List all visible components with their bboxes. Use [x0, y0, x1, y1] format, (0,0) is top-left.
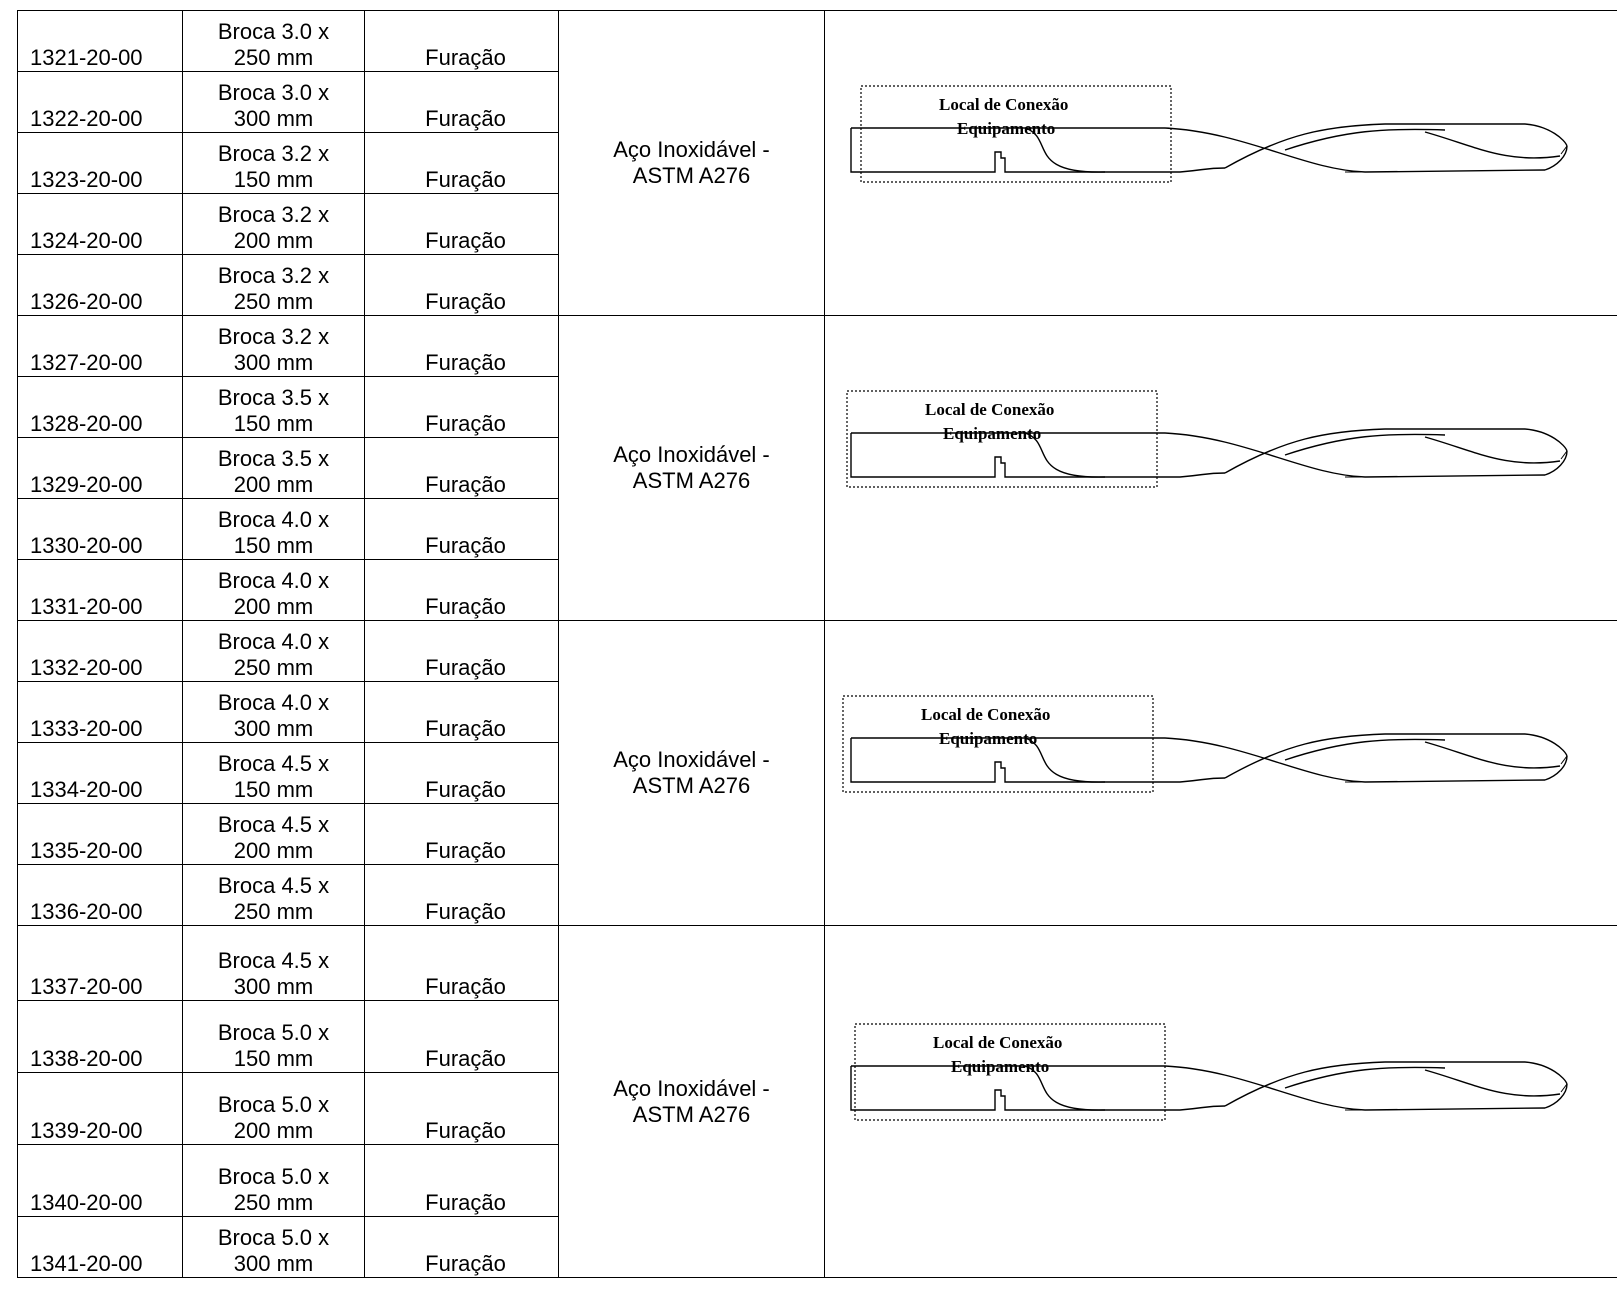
part-code-cell: 1334-20-00 [18, 743, 183, 804]
description-cell: Broca 3.5 x 150 mm [183, 377, 365, 438]
process-cell: Furação [365, 255, 559, 316]
drill-bit-drawing [825, 621, 1615, 924]
process-cell: Furação [365, 1217, 559, 1278]
description-cell: Broca 3.2 x 300 mm [183, 316, 365, 377]
description-cell: Broca 5.0 x 250 mm [183, 1145, 365, 1217]
equipment-label: Equipamento [943, 424, 1042, 443]
connection-label: Local de Conexão [925, 400, 1055, 419]
description-cell: Broca 4.0 x 150 mm [183, 499, 365, 560]
process-cell: Furação [365, 316, 559, 377]
table-body [18, 11, 1617, 1278]
process-cell: Furação [365, 865, 559, 926]
process-cell: Furação [365, 1001, 559, 1073]
connection-label: Local de Conexão [933, 1033, 1063, 1052]
part-code-cell: 1338-20-00 [18, 1001, 183, 1073]
part-code-cell: 1336-20-00 [18, 865, 183, 926]
table-row [18, 621, 1617, 682]
description-cell: Broca 3.5 x 200 mm [183, 438, 365, 499]
process-cell: Furação [365, 1145, 559, 1217]
description-cell: Broca 3.0 x 250 mm [183, 11, 365, 72]
material-cell: Aço Inoxidável - ASTM A276 [559, 621, 825, 926]
description-cell: Broca 4.0 x 250 mm [183, 621, 365, 682]
description-cell: Broca 3.2 x 150 mm [183, 133, 365, 194]
process-cell: Furação [365, 621, 559, 682]
equipment-label: Equipamento [957, 119, 1056, 138]
description-cell: Broca 4.5 x 150 mm [183, 743, 365, 804]
table-row [18, 316, 1617, 377]
material-cell: Aço Inoxidável - ASTM A276 [559, 316, 825, 621]
process-cell: Furação [365, 72, 559, 133]
drill-drawing-cell [825, 926, 1617, 1278]
description-cell: Broca 5.0 x 300 mm [183, 1217, 365, 1278]
description-cell: Broca 5.0 x 150 mm [183, 1001, 365, 1073]
description-cell: Broca 5.0 x 200 mm [183, 1073, 365, 1145]
equipment-label: Equipamento [939, 729, 1038, 748]
material-cell: Aço Inoxidável - ASTM A276 [559, 11, 825, 316]
part-code-cell: 1332-20-00 [18, 621, 183, 682]
drill-drawing-cell [825, 621, 1617, 926]
process-cell: Furação [365, 438, 559, 499]
part-code-cell: 1322-20-00 [18, 72, 183, 133]
part-code-cell: 1337-20-00 [18, 926, 183, 1001]
description-cell: Broca 3.2 x 250 mm [183, 255, 365, 316]
drill-bit-drawing [825, 926, 1615, 1276]
process-cell: Furação [365, 11, 559, 72]
part-code-cell: 1340-20-00 [18, 1145, 183, 1217]
description-cell: Broca 4.0 x 300 mm [183, 682, 365, 743]
connection-label: Local de Conexão [939, 95, 1069, 114]
part-code-cell: 1328-20-00 [18, 377, 183, 438]
part-code-cell: 1321-20-00 [18, 11, 183, 72]
part-code-cell: 1333-20-00 [18, 682, 183, 743]
process-cell: Furação [365, 804, 559, 865]
description-cell: Broca 3.0 x 300 mm [183, 72, 365, 133]
process-cell: Furação [365, 926, 559, 1001]
part-code-cell: 1331-20-00 [18, 560, 183, 621]
drill-drawing-cell [825, 316, 1617, 621]
part-code-cell: 1335-20-00 [18, 804, 183, 865]
description-cell: Broca 4.5 x 300 mm [183, 926, 365, 1001]
drill-bit-drawing [825, 316, 1615, 619]
description-cell: Broca 4.5 x 200 mm [183, 804, 365, 865]
description-cell: Broca 4.0 x 200 mm [183, 560, 365, 621]
drill-catalog-table [17, 10, 1617, 1278]
material-cell: Aço Inoxidável - ASTM A276 [559, 926, 825, 1278]
process-cell: Furação [365, 499, 559, 560]
part-code-cell: 1330-20-00 [18, 499, 183, 560]
connection-label: Local de Conexão [921, 705, 1051, 724]
description-cell: Broca 4.5 x 250 mm [183, 865, 365, 926]
drill-bit-drawing [825, 11, 1615, 314]
part-code-cell: 1327-20-00 [18, 316, 183, 377]
process-cell: Furação [365, 1073, 559, 1145]
part-code-cell: 1339-20-00 [18, 1073, 183, 1145]
part-code-cell: 1326-20-00 [18, 255, 183, 316]
table-row [18, 926, 1617, 1001]
process-cell: Furação [365, 560, 559, 621]
catalog-sheet [17, 10, 1617, 1313]
part-code-cell: 1341-20-00 [18, 1217, 183, 1278]
part-code-cell: 1329-20-00 [18, 438, 183, 499]
part-code-cell: 1324-20-00 [18, 194, 183, 255]
process-cell: Furação [365, 682, 559, 743]
process-cell: Furação [365, 377, 559, 438]
part-code-cell: 1323-20-00 [18, 133, 183, 194]
process-cell: Furação [365, 743, 559, 804]
drill-drawing-cell [825, 11, 1617, 316]
equipment-label: Equipamento [951, 1057, 1050, 1076]
process-cell: Furação [365, 133, 559, 194]
table-row [18, 11, 1617, 72]
description-cell: Broca 3.2 x 200 mm [183, 194, 365, 255]
process-cell: Furação [365, 194, 559, 255]
